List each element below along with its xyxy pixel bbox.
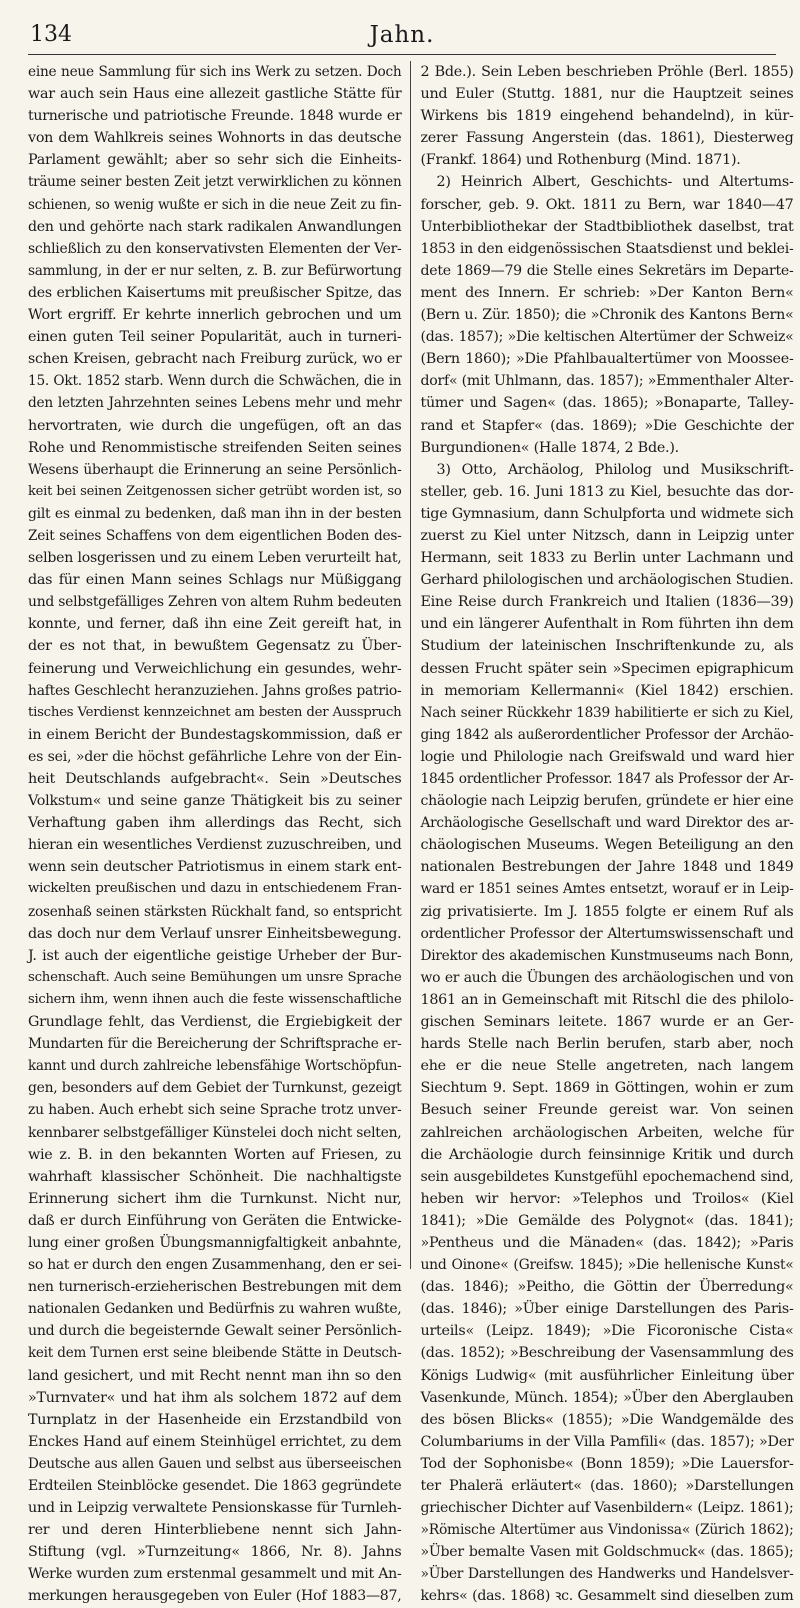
text-line: dete 1869—79 die Stelle eines Sekretärs im Departe- <box>420 262 794 279</box>
text-line: wo er auch die Übungen des archäologischen und von <box>420 969 794 986</box>
text-line: sein ausgebildetes Kunstgefühl epochemachend sind, <box>420 1168 794 1185</box>
text-line: hervortraten, wie durch die ungefügen, oft an das <box>28 417 402 434</box>
text-line: das doch nur dem Verlauf unsrer Einheitsbewegung. <box>28 925 402 942</box>
text-columns <box>28 61 794 1605</box>
text-line: kehrs« (das. 1868) ꝛc. Gesammelt sind dieselben zum <box>420 1588 794 1605</box>
text-line: Studium der lateinischen Inschriftenkunde zu, als <box>420 638 794 655</box>
text-line: turnerische und patriotische Freunde. 1848 wurde er <box>28 108 402 125</box>
text-line: und in Leipzig verwaltete Pensionskasse für Turnleh- <box>28 1500 402 1517</box>
text-line: »Pentheus und die Mänaden« (das. 1842); »Paris <box>420 1234 794 1251</box>
text-line: (Bern 1860); »Die Pfahlbaualtertümer von Moossee- <box>420 351 794 368</box>
text-line: eine neue Sammlung für sich ins Werk zu setzen. Doch <box>28 64 402 80</box>
text-line: Besuch seiner Freunde gereist war. Von seinen <box>420 1102 794 1119</box>
text-line: des erblichen Kaisertums mit preußischer Spitze, das <box>28 284 402 301</box>
text-line: 3) Otto, Archäolog, Philolog und Musikschrift- <box>436 461 794 478</box>
text-line: ward er 1851 seines Amtes entsetzt, worauf er in Leip- <box>420 881 794 898</box>
text-line: schenschaft. Auch seine Bemühungen um unsre Sprache <box>28 969 402 985</box>
text-line: daß er durch Einführung von Geräten die Entwicke- <box>28 1212 402 1229</box>
text-line: den letzten Jahrzehnten seines Lebens mehr und mehr <box>28 395 402 412</box>
text-line: in einem Bericht der Bundestagskommission, daß er <box>28 726 402 743</box>
text-line: (das. 1846); »Über einige Darstellungen des Paris- <box>420 1301 794 1318</box>
text-line: und Euler (Stuttg. 1881, nur die Hauptzeit seines <box>420 86 794 103</box>
text-line: Zeit seines Schaffens von dem eigentlichen Boden des- <box>28 527 402 544</box>
text-line: gilt es einmal zu bedenken, daß man ihn in der besten <box>28 505 402 522</box>
text-line: haftes Geschlecht heranzuziehen. Jahns großes patrio- <box>28 682 402 699</box>
text-line: hieran ein wesentliches Verdienst zuzuschreiben, und <box>28 837 402 854</box>
text-line: forscher, geb. 9. Okt. 1811 zu Bern, war 1840—47 <box>420 196 794 213</box>
text-line: ter Phalerä erläutert« (das. 1860); »Darstellungen <box>420 1478 794 1494</box>
text-line: wie z. B. in den bekannten Worten auf Friesen, zu <box>28 1146 402 1163</box>
text-line: »Turnvater« und hat ihm als solchem 1872 auf dem <box>28 1389 402 1406</box>
text-line: sichern ihm, wenn ihnen auch die feste wissenschaftliche <box>28 991 402 1007</box>
text-line: nen turnerisch-erzieherischen Bestrebungen mit dem <box>28 1279 402 1296</box>
text-line: (das. 1857); »Die keltischen Altertümer der Schweiz« <box>420 329 794 346</box>
running-title: Jahn. <box>369 22 435 48</box>
text-line: und Oinone« (Greifsw. 1845); »Die hellenische Kunst« <box>420 1257 794 1274</box>
text-line: Werke wurden zum erstenmal gesammelt und mit An- <box>28 1566 402 1583</box>
text-line: heit Deutschlands aufgebracht«. Sein »Deutsches <box>28 771 402 787</box>
text-line: Rohe und Renommistische streifenden Seiten seines <box>28 439 402 456</box>
text-line: Enckes Hand auf einem Steinhügel errichtet, zu dem <box>28 1433 402 1450</box>
right-column <box>420 61 794 1605</box>
text-line: keit dem Turnen erst seine bleibende Stätte in Deutsch- <box>28 1345 402 1362</box>
text-line: J. ist auch der eigentliche geistige Urheber der Bur- <box>28 947 402 964</box>
text-line: konnte, und ferner, daß ihn eine Zeit gereift hat, in <box>28 616 402 633</box>
text-line: von dem Wahlkreis seines Wohnorts in das deutsche <box>28 130 402 147</box>
text-line: Archäologische Gesellschaft und ward Direktor des ar- <box>420 815 794 832</box>
text-line: urteils« (Leipz. 1849); »Die Ficoronische Cista« <box>420 1323 794 1340</box>
text-line: Hermann, seit 1833 zu Berlin unter Lachmann und <box>420 550 794 567</box>
text-line: wahrhaft klassischer Schönheit. Die nachhaltigste <box>28 1168 402 1185</box>
text-line: 1841); »Die Gemälde des Polygnot« (das. 1841); <box>420 1212 794 1229</box>
text-line: Verhaftung gaben ihm allerdings das Recht, sich <box>28 815 402 832</box>
text-line: keit bei seinen Zeitgenossen sicher getrübt worden ist, so <box>28 483 402 499</box>
text-line: des bösen Blicks« (1855); »Die Wandgemälde des <box>420 1411 794 1428</box>
text-line: merkungen herausgegeben von Euler (Hof 1883—87, <box>28 1588 402 1605</box>
text-line: Eine Reise durch Frankreich und Italien (1836—39) <box>420 594 794 611</box>
text-line: kannt und durch zahlreiche lebensfähige Wortschöpfun- <box>28 1058 402 1075</box>
text-line: Unterbibliothekar der Stadtbibliothek daselbst, trat <box>420 218 794 235</box>
text-line: Stiftung (vgl. »Turnzeitung« 1866, Nr. 8). Jahns <box>28 1544 402 1561</box>
text-line: in memoriam Kellermanni« (Kiel 1842) erschien. <box>420 682 794 699</box>
text-line: Burgundionen« (Halle 1874, 2 Bde.). <box>420 439 679 456</box>
text-line: 15. Okt. 1852 starb. Wenn durch die Schwächen, die in <box>28 373 402 390</box>
text-line: zu haben. Auch erhebt sich seine Sprache trotz unver- <box>28 1102 402 1119</box>
page-header <box>28 10 776 55</box>
text-line: zosenhaß seinen stärksten Rückhalt fand, so entspricht <box>28 903 402 920</box>
text-line: zuerst zu Kiel unter Nitzsch, dann in Leipzig unter <box>420 527 794 544</box>
text-line: schließlich zu den konservativsten Elementen der Ver- <box>28 240 402 257</box>
text-line: es sei, »der die höchst gefährliche Lehre von der Ein- <box>28 748 402 765</box>
text-line: die Archäologie durch feinsinnige Kritik und durch <box>420 1146 794 1163</box>
text-line: tümer und Sagen« (das. 1865); »Bonaparte, Talley- <box>420 395 794 412</box>
text-line: rer und deren Hinterbliebene nennt sich Jahn- <box>28 1522 402 1539</box>
text-line: Deutsche aus allen Gauen und selbst aus überseeischen <box>28 1455 402 1472</box>
text-line: lung einer großen Übungsmannigfaltigkeit anbahnte, <box>28 1234 402 1251</box>
text-line: sammlung, in der er nur selten, z. B. zur Befürwortung <box>28 262 402 279</box>
text-line: tisches Verdienst kennzeichnet am besten der Ausspruch <box>28 704 402 720</box>
text-line: und selbstgefälliges Zehren von altem Ruhm bedeuten <box>28 594 402 611</box>
text-line: Königs Ludwig« (mit ausführlicher Einleitung über <box>420 1367 794 1384</box>
text-line: dorf« (mit Uhlmann, das. 1857); »Emmenthaler Alter- <box>420 373 794 390</box>
text-line: »Über bemalte Vasen mit Goldschmuck« (das. 1865); <box>420 1544 794 1561</box>
text-line: Wirkens bis 1819 eingehend behandelnd), in kür- <box>420 108 794 125</box>
text-line: den und gehörte nach stark radikalen Anwandlungen <box>28 218 402 235</box>
text-line: hards Stelle nach Berlin berufen, starb aber, noch <box>420 1036 794 1053</box>
text-line: Volkstum« und seine ganze Thätigkeit bis zu seiner <box>28 793 402 810</box>
text-line: 1853 in den eidgenössischen Staatsdienst und beklei- <box>420 240 794 257</box>
text-line: tige Gymnasium, dann Schulpforta und widmete sich <box>420 505 794 522</box>
text-line: 2 Bde.). Sein Leben beschrieben Pröhle (Berl. 1855) <box>420 64 794 80</box>
text-line: und durch die begeisternde Gewalt seiner Persönlich- <box>28 1323 402 1340</box>
text-line: griechischer Dichter auf Vasenbildern« (Leipz. 1861); <box>420 1500 794 1517</box>
text-line: gischen Seminars leitete. 1867 wurde er an Ger- <box>420 1014 794 1031</box>
text-line: der es not that, in bewußtem Gegensatz zu Über- <box>28 638 402 655</box>
text-line: Columbariums in der Villa Pamfili« (das. 1857); »Der <box>420 1433 794 1450</box>
text-line: einen guten Teil seiner Popularität, auch in turneri- <box>28 329 402 346</box>
text-line: 2) Heinrich Albert, Geschichts- und Altertums- <box>436 174 794 191</box>
text-line: so hat er durch den engen Zusammenhang, den er sei- <box>28 1257 402 1274</box>
text-line: nationalen Gedanken und Bedürfnis zu wahren wußte, <box>28 1301 402 1318</box>
text-line: logie und Philologie nach Greifswald und ward hier <box>420 748 794 765</box>
text-line: zig privatisierte. Im J. 1855 folgte er einem Ruf als <box>420 903 794 920</box>
text-line: »Über Darstellungen des Handwerks und Handelsver- <box>420 1566 794 1583</box>
text-line: Nach seiner Rückkehr 1839 habilitierte er sich zu Kiel, <box>420 704 794 721</box>
text-line: Erinnerung sichert ihm die Turnkunst. Nicht nur, <box>28 1190 402 1207</box>
text-line: selben losgerissen und zu einem Leben verurteilt hat, <box>28 550 402 567</box>
text-line: ging 1842 als außerordentlicher Professor der Archäo- <box>420 726 794 743</box>
text-line: (das. 1852); »Beschreibung der Vasensammlung des <box>420 1345 794 1362</box>
page-number: 134 <box>30 22 72 47</box>
text-line: wenn sein deutscher Patriotismus in einem stark ent- <box>28 859 402 876</box>
text-line: dessen Frucht später sein »Specimen epigraphicum <box>420 660 794 677</box>
text-line: träume seiner besten Zeit jetzt verwirklichen zu können <box>28 174 402 191</box>
text-line: Turnplatz in der Hasenheide ein Erzstandbild von <box>28 1411 402 1428</box>
text-line: »Römische Altertümer aus Vindonissa« (Zürich 1862); <box>420 1522 794 1539</box>
text-line: 1845 ordentlicher Professor. 1847 als Professor der Ar- <box>420 771 794 787</box>
text-line: Parlament gewählt; aber so sehr sich die Einheits- <box>28 152 402 169</box>
text-line: kennbarer selbstgefälliger Künstelei doch nicht selten, <box>28 1124 402 1141</box>
text-line: heben wir hervor: »Telephos und Troilos« (Kiel <box>420 1190 794 1207</box>
text-line: land gesichert, und mit Recht nennt man ihn so den <box>28 1367 402 1384</box>
text-line: steller, geb. 16. Juni 1813 zu Kiel, besuchte das dor- <box>420 483 794 500</box>
text-line: Vasenkunde, Münch. 1854); »Über den Aberglauben <box>420 1389 794 1406</box>
text-line: Tod der Sophonisbe« (Bonn 1859); »Die Lauersfor- <box>420 1455 794 1472</box>
text-line: (das. 1846); »Peitho, die Göttin der Überredung« <box>420 1279 794 1296</box>
text-line: nationalen Bestrebungen der Jahre 1848 und 1849 <box>420 859 794 876</box>
text-line: (Bern u. Zür. 1850); die »Chronik des Kantons Bern« <box>420 307 794 324</box>
text-line: schen Kreisen, gebracht nach Freiburg zurück, wo er <box>28 351 402 368</box>
text-line: war auch sein Haus eine allezeit gastliche Stätte für <box>28 86 402 103</box>
text-line: chäologischen Museums. Wegen Beteiligung an den <box>420 837 794 854</box>
text-line: zerer Fassung Angerstein (das. 1861), Diesterweg <box>420 130 794 147</box>
text-line: Wesens überhaupt die Erinnerung an seine Persönlich- <box>28 461 402 478</box>
text-line: und ein längerer Aufenthalt in Rom führten ihn dem <box>420 616 794 633</box>
text-line: ment des Innern. Er schrieb: »Der Kanton Bern« <box>420 284 794 301</box>
text-line: Grundlage fehlt, das Verdienst, die Ergiebigkeit der <box>28 1014 402 1031</box>
text-line: (Frankf. 1864) und Rothenburg (Mind. 1871). <box>420 152 741 169</box>
text-line: feinerung und Verweichlichung ein gesundes, wehr- <box>28 660 402 677</box>
text-line: ordentlicher Professor der Altertumswissenschaft und <box>420 925 794 942</box>
column-divider <box>410 61 411 1269</box>
text-line: Wort ergriff. Er kehrte innerlich gebrochen und um <box>28 307 402 324</box>
text-line: Siechtum 9. Sept. 1869 in Göttingen, wohin er zum <box>420 1080 794 1097</box>
text-line: Mundarten für die Bereicherung der Schriftsprache er- <box>28 1036 402 1053</box>
text-line: Direktor des akademischen Kunstmuseums nach Bonn, <box>420 947 794 964</box>
text-line: ehe er die neue Stelle angetreten, nach langem <box>420 1058 794 1075</box>
text-line: Erdteilen Steinblöcke gesendet. Die 1863 gegründete <box>28 1478 402 1494</box>
text-line: 1861 an in Gemeinschaft mit Ritschl die des philolo- <box>420 991 794 1008</box>
text-line: wickelten preußischen und dazu in entschiedenem Fran- <box>28 881 402 897</box>
text-line: gen, besonders auf dem Gebiet der Turnkunst, gezeigt <box>28 1080 402 1097</box>
text-line: Gerhard philologischen und archäologischen Studien. <box>420 572 794 589</box>
left-column <box>28 61 402 1605</box>
text-line: rand et Stapfer« (das. 1869); »Die Geschichte der <box>420 417 794 434</box>
text-line: das für einen Mann seines Schlags nur Müßiggang <box>28 572 402 589</box>
text-line: zahlreichen archäologischen Arbeiten, welche für <box>420 1124 794 1141</box>
text-line: chäologie nach Leipzig berufen, gründete er hier eine <box>420 793 794 810</box>
text-line: schienen, so wenig wußte er sich in die neue Zeit zu fin- <box>28 196 402 213</box>
